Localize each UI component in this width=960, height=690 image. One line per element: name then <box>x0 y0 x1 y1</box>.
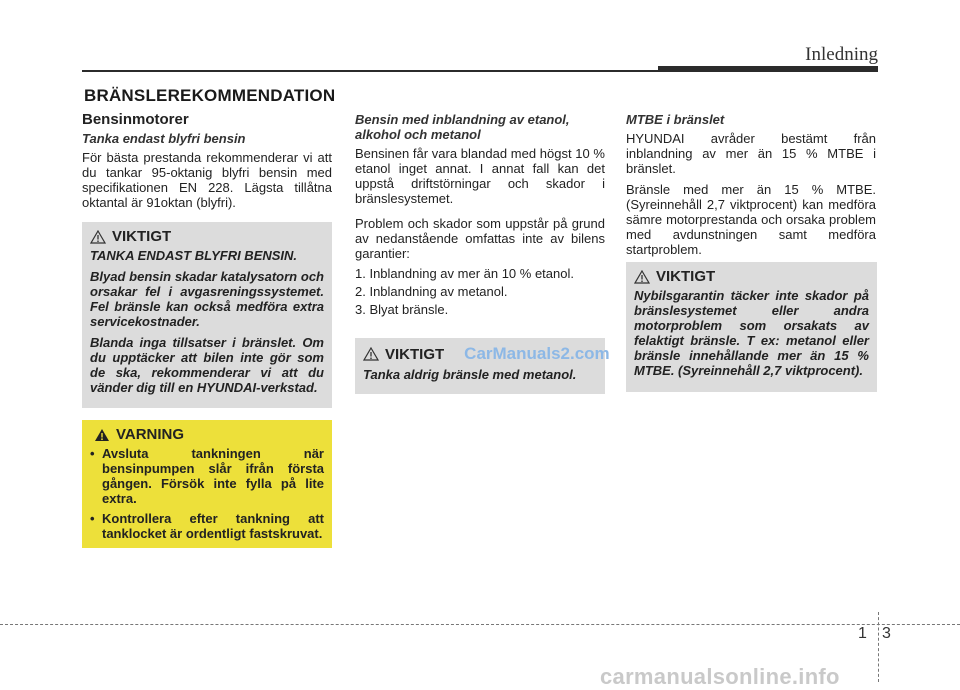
important-body: Tanka aldrig bränsle med metanol. <box>363 367 577 382</box>
footer-rule <box>0 624 960 625</box>
important-label: VIKTIGT <box>112 228 172 245</box>
column-2 <box>355 112 605 320</box>
warning-box <box>82 420 332 548</box>
warning-label: VARNING <box>116 426 185 443</box>
important-label: VIKTIGT <box>656 268 716 285</box>
paragraph-octane: För bästa prestanda rekommenderar vi att du tankar 95-oktanig blyfri bensin med specifikationen EN 228. Lägsta tillåtna oktantal är 91oktan (blyfri). <box>82 150 332 210</box>
important-label: VIKTIGT <box>385 345 445 363</box>
warranty-exclusions-list <box>355 266 605 317</box>
warning-title <box>94 426 324 443</box>
paragraph-warranty: Problem och skador som uppstår på grund av nedanstående omfattas inte av bilens garantier: <box>355 216 605 261</box>
list-item: 1. Inblandning av mer än 10 % etanol. <box>355 266 574 281</box>
warning-item: • Avsluta tankningen när bensinpumpen slår ifrån första gången. Försök inte fylla på lite extra. <box>90 446 324 506</box>
important-body <box>90 248 324 395</box>
paragraph-mtbe-1: HYUNDAI avråder bestämt från inblandning av mer än 15 % MTBE i bränslet. <box>626 131 876 176</box>
important-body: Nybilsgarantin täcker inte skador på bränslesystemet eller andra motorproblem som orsakats av felaktigt bränsle. T ex: metanol eller bränsle innehållande mer än 15 % MTBE. (Syreinnehåll 2,7 viktprocent). <box>634 288 869 378</box>
column-3 <box>626 112 876 257</box>
subheading-mtbe: MTBE i bränslet <box>626 112 725 127</box>
important-line-1: TANKA ENDAST BLYFRI BENSIN. <box>90 248 298 263</box>
important-box-methanol <box>355 338 610 394</box>
important-title <box>363 344 610 364</box>
list-item: 3. Blyat bränsle. <box>355 302 449 317</box>
warning-list <box>90 446 324 541</box>
site-watermark: carmanualsonline.info <box>600 664 840 689</box>
subheading-ethanol: Bensin med inblandning av etanol, alkohol och metanol <box>355 112 570 142</box>
list-item: 2. Inblandning av metanol. <box>355 284 508 299</box>
footer-divider <box>878 612 879 682</box>
important-box-unleaded <box>82 222 332 408</box>
page-number: 3 <box>882 625 891 642</box>
column-1 <box>82 112 332 210</box>
paragraph-ethanol: Bensinen får vara blandad med högst 10 % etanol inget annat. I annat fall kan det uppstå driftstörningar och skador i bränslesystemet. <box>355 146 605 206</box>
important-line-2: Blyad bensin skadar katalysatorn och orsakar fel i avgasreningssystemet. Fel bränsle kan också medföra extra servicekostnader. <box>90 269 324 329</box>
chapter-title: Inledning <box>805 44 878 65</box>
warning-item: • Kontrollera efter tankning att tanklocket är ordentligt fastskruvat. <box>90 511 324 541</box>
important-box-warranty <box>626 262 877 392</box>
important-title <box>90 228 324 245</box>
paragraph-mtbe-2: Bränsle med mer än 15 % MTBE. (Syreinnehåll 2,7 viktprocent) kan medföra sämre motorprestanda och orsaka problem med avdunstningen samt medföra startproblem. <box>626 182 876 257</box>
section-title: BRÄNSLEREKOMMENDATION <box>84 86 336 105</box>
header-rule-accent <box>658 66 878 72</box>
chapter-number: 1 <box>858 625 867 642</box>
caution-triangle-icon <box>90 230 106 244</box>
heading-gasoline-engines: Bensinmotorer <box>82 111 189 128</box>
caution-triangle-icon <box>634 270 650 284</box>
important-title <box>634 268 869 285</box>
watermark-logo: CarManuals2.com <box>464 344 610 363</box>
warning-triangle-icon <box>94 428 110 442</box>
important-line-3: Blanda inga tillsatser i bränslet. Om du upptäcker att bilen inte gör som de ska, rekommenderar vi att du vänder dig till en HYUNDAI-verkstad. <box>90 335 324 395</box>
subheading-unleaded: Tanka endast blyfri bensin <box>82 131 246 146</box>
caution-triangle-icon <box>363 347 379 361</box>
